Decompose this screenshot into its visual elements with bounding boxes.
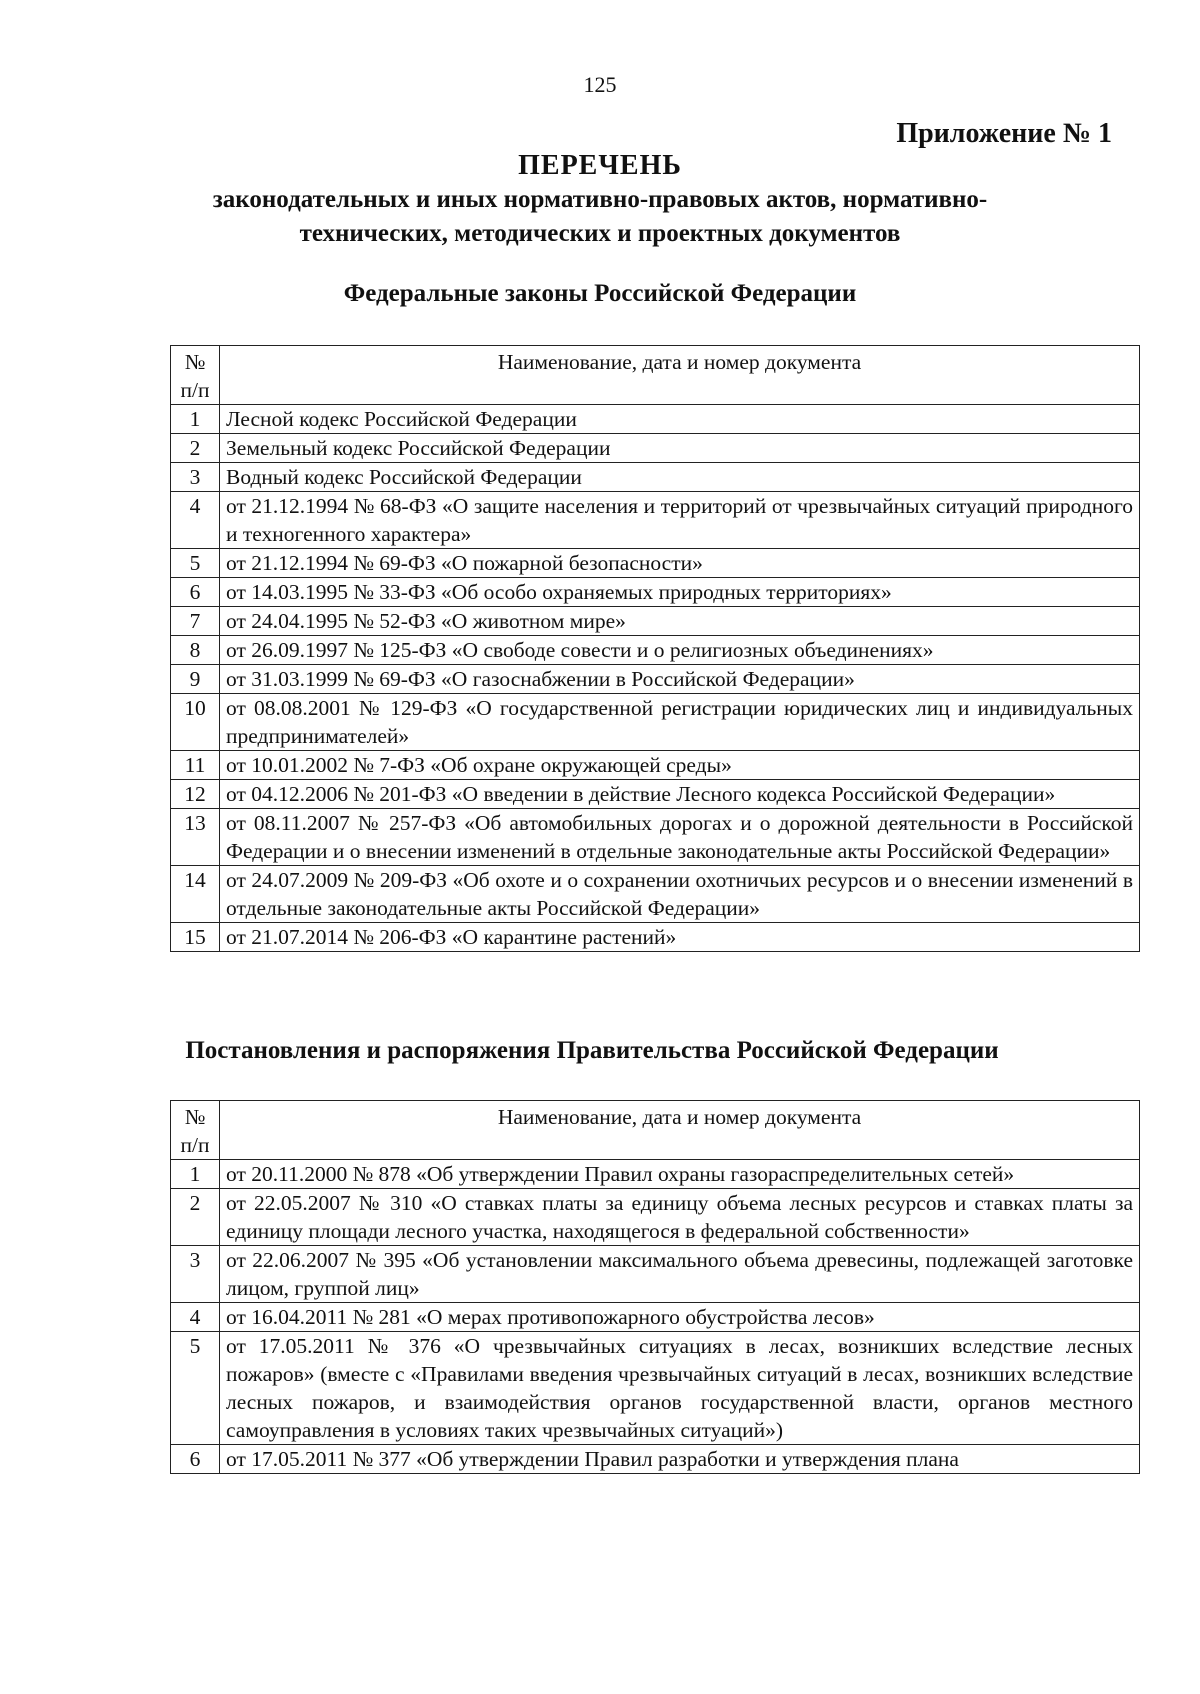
table-row (171, 1332, 1140, 1445)
row-number: 8 (171, 636, 220, 665)
row-number: 14 (171, 866, 220, 923)
row-number: 15 (171, 923, 220, 952)
document-name: от 04.12.2006 № 201-ФЗ «О введении в действие Лесного кодекса Российской Федерации» (220, 780, 1140, 809)
column-header-number (171, 1101, 220, 1160)
row-number: 4 (171, 1303, 220, 1332)
document-title: ПЕРЕЧЕНЬ (518, 150, 682, 181)
table-row (171, 405, 1140, 434)
row-number: 1 (171, 1160, 220, 1189)
table-row (171, 1445, 1140, 1474)
table-row (171, 1189, 1140, 1246)
document-name: от 21.07.2014 № 206-ФЗ «О карантине растений» (220, 923, 1140, 952)
column-header-number-symbol: № (184, 350, 206, 374)
government-decrees-table (170, 1100, 1140, 1474)
column-header-number-abbr: п/п (180, 1133, 210, 1157)
row-number: 2 (171, 1189, 220, 1246)
row-number: 6 (171, 1445, 220, 1474)
table-header-row (171, 1101, 1140, 1160)
column-header-number-symbol: № (184, 1105, 206, 1129)
table-row (171, 665, 1140, 694)
table-row (171, 1160, 1140, 1189)
document-name: Лесной кодекс Российской Федерации (220, 405, 1140, 434)
table-row (171, 866, 1140, 923)
row-number: 3 (171, 1246, 220, 1303)
table-row (171, 549, 1140, 578)
table-row (171, 636, 1140, 665)
subtitle-line-2: технических, методических и проектных документов (299, 220, 901, 247)
subtitle-line-1: законодательных и иных нормативно-правовых актов, нормативно- (212, 186, 988, 213)
document-name: от 08.11.2007 № 257-ФЗ «Об автомобильных дорогах и о дорожной деятельности в Российской Федерации и о внесении изменений в отдельные законодательные акты Российской Федерации» (220, 809, 1140, 866)
table-row (171, 809, 1140, 866)
section-heading-government-decrees: Постановления и распоряжения Правительства Российской Федерации (185, 1037, 999, 1064)
document-subtitle (150, 183, 1050, 251)
table-row (171, 578, 1140, 607)
document-name: от 21.12.1994 № 68-ФЗ «О защите населения и территорий от чрезвычайных ситуаций природного и техногенного характера» (220, 492, 1140, 549)
table-row (171, 492, 1140, 549)
document-name: Водный кодекс Российской Федерации (220, 463, 1140, 492)
document-name: от 24.07.2009 № 209-ФЗ «Об охоте и о сохранении охотничьих ресурсов и о внесении изменений в отдельные законодательные акты Российской Федерации» (220, 866, 1140, 923)
table-row (171, 1303, 1140, 1332)
table-row (171, 780, 1140, 809)
row-number: 13 (171, 809, 220, 866)
page-number: 125 (583, 72, 617, 97)
row-number: 10 (171, 694, 220, 751)
table-row (171, 463, 1140, 492)
row-number: 12 (171, 780, 220, 809)
federal-laws-table (170, 345, 1140, 952)
table-row (171, 923, 1140, 952)
document-name: от 20.11.2000 № 878 «Об утверждении Правил охраны газораспределительных сетей» (220, 1160, 1140, 1189)
document-name: от 17.05.2011 № 377 «Об утверждении Правил разработки и утверждения плана (220, 1445, 1140, 1474)
column-header-number-abbr: п/п (180, 378, 210, 402)
row-number: 5 (171, 549, 220, 578)
row-number: 5 (171, 1332, 220, 1445)
document-name: от 16.04.2011 № 281 «О мерах противопожарного обустройства лесов» (220, 1303, 1140, 1332)
table-header-row (171, 346, 1140, 405)
document-name: от 22.06.2007 № 395 «Об установлении максимального объема древесины, подлежащей заготовке лицом, группой лиц» (220, 1246, 1140, 1303)
column-header-name: Наименование, дата и номер документа (220, 346, 1140, 405)
row-number: 1 (171, 405, 220, 434)
document-name: от 24.04.1995 № 52-ФЗ «О животном мире» (220, 607, 1140, 636)
column-header-name: Наименование, дата и номер документа (220, 1101, 1140, 1160)
table-row (171, 434, 1140, 463)
row-number: 11 (171, 751, 220, 780)
table-row (171, 607, 1140, 636)
row-number: 6 (171, 578, 220, 607)
appendix-label: Приложение № 1 (896, 118, 1112, 149)
document-name: от 17.05.2011 № 376 «О чрезвычайных ситуациях в лесах, возникших вследствие лесных пожаров» (вместе с «Правилами введения чрезвычайных ситуаций в лесах, возникших вследствие лесных пожаров, и взаимодействия органов государственной власти, органов местного самоуправления в условиях таких чрезвычайных ситуаций») (220, 1332, 1140, 1445)
row-number: 4 (171, 492, 220, 549)
column-header-number (171, 346, 220, 405)
row-number: 2 (171, 434, 220, 463)
document-name: от 14.03.1995 № 33-ФЗ «Об особо охраняемых природных территориях» (220, 578, 1140, 607)
document-name: от 10.01.2002 № 7-ФЗ «Об охране окружающей среды» (220, 751, 1140, 780)
table-row (171, 694, 1140, 751)
row-number: 7 (171, 607, 220, 636)
section-heading-federal-laws: Федеральные законы Российской Федерации (343, 280, 857, 307)
row-number: 9 (171, 665, 220, 694)
row-number: 3 (171, 463, 220, 492)
document-name: Земельный кодекс Российской Федерации (220, 434, 1140, 463)
document-name: от 31.03.1999 № 69-ФЗ «О газоснабжении в Российской Федерации» (220, 665, 1140, 694)
table-row (171, 1246, 1140, 1303)
document-name: от 21.12.1994 № 69-ФЗ «О пожарной безопасности» (220, 549, 1140, 578)
document-name: от 26.09.1997 № 125-ФЗ «О свободе совести и о религиозных объединениях» (220, 636, 1140, 665)
table-row (171, 751, 1140, 780)
document-name: от 08.08.2001 № 129-ФЗ «О государственной регистрации юридических лиц и индивидуальных предпринимателей» (220, 694, 1140, 751)
document-name: от 22.05.2007 № 310 «О ставках платы за единицу объема лесных ресурсов и ставках платы за единицу площади лесного участка, находящегося в федеральной собственности» (220, 1189, 1140, 1246)
